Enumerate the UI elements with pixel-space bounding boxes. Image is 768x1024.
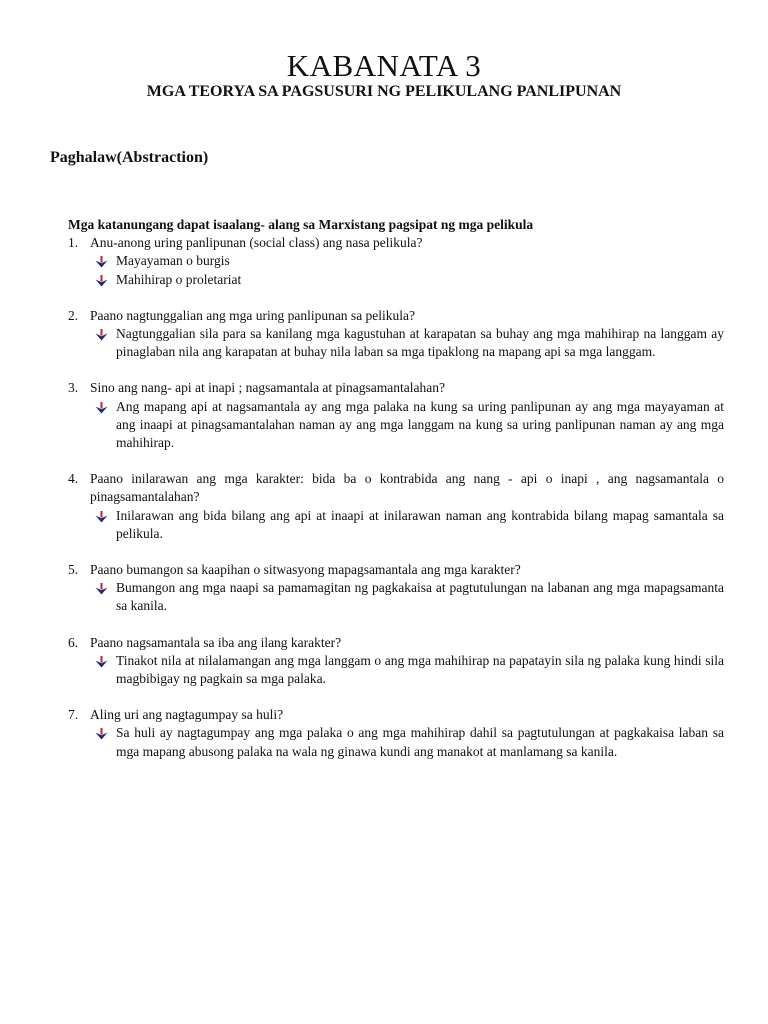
question-number: 5. bbox=[68, 562, 79, 578]
answer-text: Mahihirap o proletariat bbox=[116, 271, 242, 287]
question-item bbox=[68, 706, 724, 724]
question-text: Aling uri ang nagtagumpay sa huli? bbox=[90, 707, 284, 723]
answer-item bbox=[68, 325, 724, 361]
question-number: 2. bbox=[68, 307, 79, 323]
question-item bbox=[68, 561, 724, 579]
arrowhead-bullet-icon bbox=[92, 507, 116, 525]
question-spacer bbox=[68, 688, 724, 706]
question-item bbox=[68, 307, 724, 325]
chapter-title: KABANATA 3 bbox=[286, 48, 482, 83]
answer-text: Nagtunggalian sila para sa kanilang mga kagustuhan at karapatan sa buhay ang mga mahihirap na langgam ay pinaglaban nila ang karapatan at buhay nila laban sa mga tipaklong na mapang api sa mga langgam. bbox=[116, 326, 724, 360]
question-text: Sino ang nang- api at inapi ; nagsamantala at pinagsamantalahan? bbox=[90, 380, 446, 396]
arrowhead-bullet-icon bbox=[92, 398, 116, 416]
answer-text: Tinakot nila at nilalamangan ang mga langgam o ang mga mahihirap na papatayin sila ng palaka kung hindi sila magbibigay ng pagkain sa mga palaka. bbox=[116, 652, 724, 687]
question-item bbox=[68, 379, 724, 397]
answer-item bbox=[68, 579, 724, 615]
questions-container bbox=[68, 234, 724, 761]
question-spacer bbox=[68, 289, 724, 307]
arrowhead-bullet-icon bbox=[92, 325, 116, 343]
section-heading: Paghalaw(Abstraction) bbox=[50, 149, 209, 166]
arrowhead-bullet-icon bbox=[92, 652, 116, 670]
question-spacer bbox=[68, 452, 724, 470]
question-number: 6. bbox=[68, 634, 79, 650]
arrowhead-bullet-icon bbox=[92, 724, 116, 742]
question-list bbox=[68, 216, 724, 761]
question-spacer bbox=[68, 543, 724, 561]
answer-item bbox=[68, 252, 724, 270]
question-text: Paano inilarawan ang mga karakter: bida ba o kontrabida ang nang - api o inapi , ang nagsamantala o pinagsamantalahan? bbox=[90, 471, 724, 505]
answer-text: Sa huli ay nagtagumpay ang mga palaka o ang mga mahihirap dahil sa pagtutulungan at pagkakaisa laban sa mga mapang abusong palaka na wala ng ginawa kundi ang manakot at manlamang sa kanila. bbox=[116, 725, 724, 759]
answer-text: Mayayaman o burgis bbox=[116, 253, 230, 269]
question-block bbox=[68, 234, 724, 289]
question-number: 4. bbox=[68, 471, 79, 487]
question-spacer bbox=[68, 616, 724, 634]
answer-item bbox=[68, 398, 724, 453]
intro-text: Mga katanungang dapat isaalang- alang sa Marxistang pagsipat ng mga pelikula bbox=[68, 217, 534, 232]
answer-item bbox=[68, 652, 724, 688]
question-item bbox=[68, 634, 724, 652]
question-spacer bbox=[68, 361, 724, 379]
question-text: Paano bumangon sa kaapihan o sitwasyong mapagsamantala ang mga karakter? bbox=[90, 562, 521, 578]
question-block bbox=[68, 706, 724, 761]
question-block bbox=[68, 561, 724, 616]
question-block bbox=[68, 379, 724, 452]
question-block bbox=[68, 634, 724, 689]
arrowhead-bullet-icon bbox=[92, 271, 116, 289]
answer-item bbox=[68, 271, 724, 289]
question-number: 3. bbox=[68, 380, 79, 396]
chapter-subtitle: MGA TEORYA SA PAGSUSURI NG PELIKULANG PANLIPUNAN bbox=[146, 83, 622, 100]
question-number: 7. bbox=[68, 707, 79, 723]
answer-text: Bumangon ang mga naapi sa pamamagitan ng pagkakaisa at pagtutulungan na labanan ang mga mapagsamanta sa kanila. bbox=[116, 580, 724, 614]
question-block bbox=[68, 470, 724, 543]
answer-item bbox=[68, 724, 724, 760]
answer-item bbox=[68, 507, 724, 543]
question-block bbox=[68, 307, 724, 362]
question-item bbox=[68, 234, 724, 252]
question-number: 1. bbox=[68, 235, 79, 251]
answer-text: Ang mapang api at nagsamantala ay ang mga palaka na kung sa uring panlipunan ay ang mga mayayaman at ang inaapi at pinagsamantalahan naman ay ang mga langgam na kung sa uring panlipunan naman ay ang mga mahihirap. bbox=[116, 398, 724, 451]
arrowhead-bullet-icon bbox=[92, 579, 116, 597]
question-text: Anu-anong uring panlipunan (social class) ang nasa pelikula? bbox=[90, 235, 423, 251]
question-text: Paano nagsamantala sa iba ang ilang karakter? bbox=[90, 634, 342, 650]
arrowhead-bullet-icon bbox=[92, 252, 116, 270]
answer-text: Inilarawan ang bida bilang ang api at inaapi at inilarawan naman ang kontrabida bilang mapag samantala sa pelikula. bbox=[116, 507, 724, 541]
question-text: Paano nagtunggalian ang mga uring panlipunan sa pelikula? bbox=[90, 307, 416, 323]
question-item bbox=[68, 470, 724, 506]
